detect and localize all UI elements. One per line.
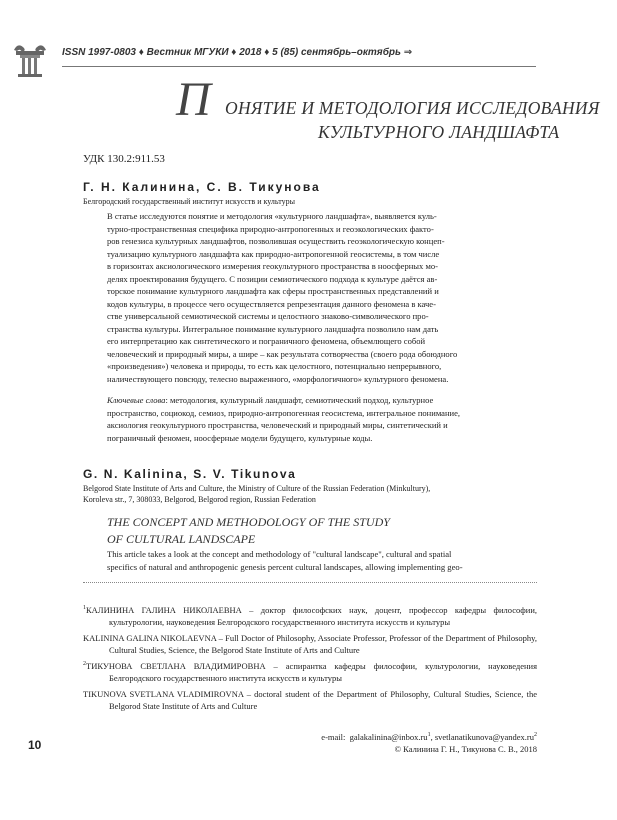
footnote-item [83, 660, 537, 684]
title-initial: П [176, 73, 211, 126]
footnote-text: ТИКУНОВА СВЕТЛАНА ВЛАДИМИРОВНА – аспирантка кафедры философии, культурологии, науковедения Белгородского государственного института искусств и культуры [86, 661, 537, 683]
authors-en: G. N. Kalinina, S. V. Tikunova [83, 467, 297, 481]
footnote-item [83, 688, 537, 712]
article-title-line-1: ОНЯТИЕ И МЕТОДОЛОГИЯ ИССЛЕДОВАНИЯ [225, 98, 600, 118]
email-label: e-mail: [321, 732, 346, 742]
footnote-text: КАЛИНИНА ГАЛИНА НИКОЛАЕВНА – доктор философских наук, доцент, профессор кафедры философии, культурологии, науковедения Белгородского государственного института искусств и культуры [86, 605, 537, 627]
affiliation-en: Belgorod State Institute of Arts and Culture, the Ministry of Culture of the Russian Federation (Minkultury), Koroleva str., 7, 308033, Belgorod, Belgorod region, Russian Federation [83, 484, 431, 504]
footnote-marker: 1 [83, 605, 86, 612]
page-number: 10 [28, 738, 42, 752]
journal-logo-icon [8, 36, 52, 80]
footnote-item [83, 604, 537, 628]
footnote-text: KALININA GALINA NIKOLAEVNA – Full Doctor of Philosophy, Associate Professor, Professor of the Department of Philosophy, Cultural Studies, Science, the Belgorod State Institute of Arts and Culture [83, 633, 537, 655]
email-link-1[interactable]: galakalinina@inbox.ru [349, 732, 428, 742]
header-divider [62, 66, 536, 67]
email-separator: , [430, 732, 435, 742]
keywords-text: : методология, культурный ландшафт, семиотический подход, культурное пространство, социокод, семиоз, природно-антропогенная геосистема, интегральное понимание, аксиология геокультурного пространства, человеческий и природный миры, синтетический и пограничный феномен, ноосферные модели будущего, культурные коды. [107, 395, 461, 443]
footnote-marker: 2 [83, 661, 86, 668]
affiliation-ru: Белгородский государственный институт искусств и культуры [83, 197, 296, 206]
email-link-2[interactable]: svetlanatikunova@yandex.ru [434, 732, 534, 742]
footnotes [83, 604, 537, 716]
article-title-line-2: КУЛЬТУРНОГО ЛАНДШАФТА [318, 122, 560, 142]
journal-header: ISSN 1997-0803 ♦ Вестник МГУКИ ♦ 2018 ♦ 5 (85) сентябрь–октябрь ⇒ [62, 47, 413, 58]
article-title-en: THE CONCEPT AND METHODOLOGY OF THE STUDY OF CULTURAL LANDSCAPE [107, 515, 390, 546]
copyright: © Калинина Г. Н., Тикунова С. В., 2018 [394, 744, 537, 754]
keywords-ru [107, 394, 537, 444]
footnote-text: TIKUNOVA SVETLANA VLADIMIROVNA – doctoral student of the Department of Philosophy, Cultural Studies, Science, the Belgorod State Institute of Arts and Culture [83, 689, 537, 711]
abstract-ru: В статье исследуются понятие и методология «культурного ландшафта», выявляется куль- турно-пространственная специфика природно-антропогенных и геоэкологических факто- ров генезиса культурных ландшафтов, позволившая осуществить геоэкологическую концеп- туализацию культурного ландшафта как природно-антропогенной геосистемы, в том числе в горизонтах аксиологического измерения геокультурного пространства в ноосферных мо- делях проектирования будущего. С позиции семиотического подхода к культуре даётся ав- торское понимание культурного ландшафта как сферы пространственных представлений и кодов культуры, в процессе чего осуществляется репрезентация данного феномена в каче- стве универсальной семиотической системы и целостного знаково-символического про- странства культуры. Интегральное понимание культурного ландшафта позволило нам дать его интерпретацию как синтетического и пограничного феномена, объемлющего собой человеческий и природный миры, а шире – как результата сотворчества (своего рода обоюдного «произведения») человека и природы, то есть как целостного, потенциально непрерывного, наличествующего повсюду, телесно выраженного, «морфологичного» культурного феномена. [107, 211, 458, 384]
udk-code: УДК 130.2:911.53 [83, 153, 165, 165]
authors-ru: Г. Н. Калинина, С. В. Тикунова [83, 180, 321, 194]
abstract-en: This article takes a look at the concept and methodology of "cultural landscape", cultural and spatial specifics of natural and anthropogenic genesis percent cultural landscapes, allowing implementing geo- [107, 549, 463, 572]
footnote-item [83, 632, 537, 656]
keywords-label: Ключевые слова [107, 395, 166, 405]
footnote-divider [83, 582, 537, 583]
contact-emails: e-mail: $galakalinina@inbox.ru^1$, $svetlanatikunova@yandex.ru^2$ [321, 732, 537, 742]
